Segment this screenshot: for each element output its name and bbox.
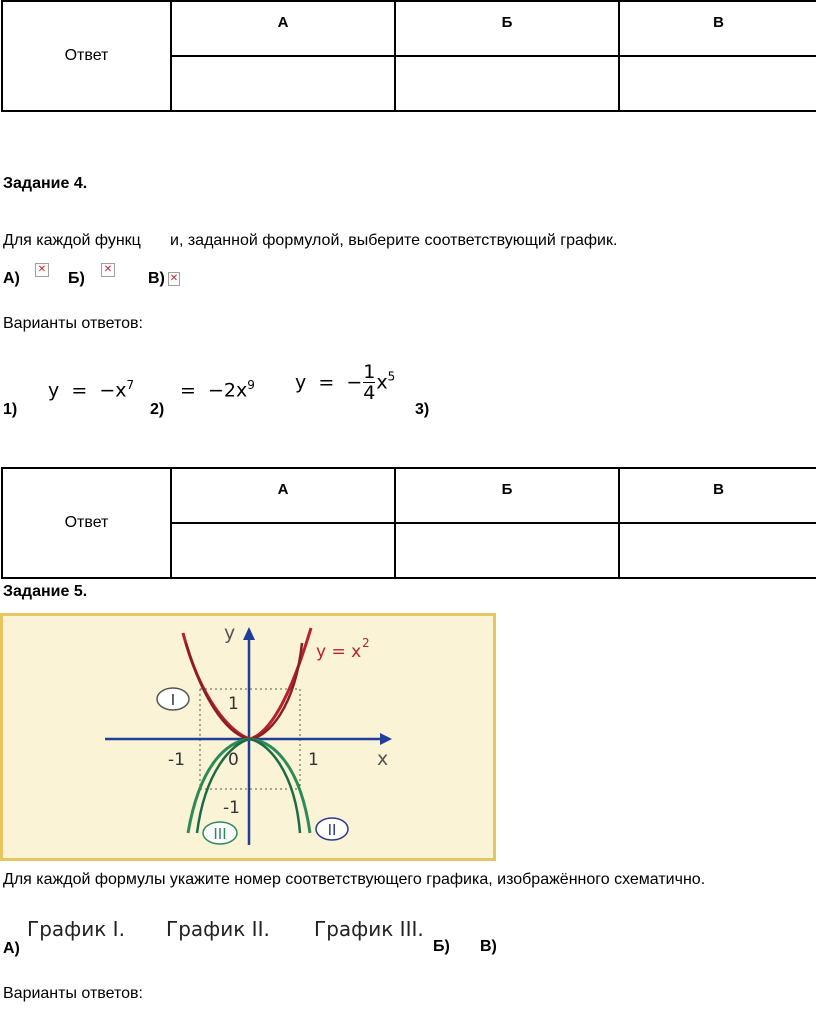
task-5-title: Задание 5. (3, 583, 88, 600)
column-header-v: В (619, 1, 816, 56)
answer-cell-a[interactable] (171, 56, 395, 111)
graph-label-3: График III. (314, 917, 424, 941)
option-2-label: 2) (150, 401, 165, 418)
broken-image-icon: ✕ (169, 273, 179, 284)
formula-2: = $-2x^9$ (180, 378, 255, 402)
column-header-a: А (171, 1, 395, 56)
task-4-instruction-part1: Для каждой функц (3, 232, 141, 249)
answer-cell-b[interactable] (395, 56, 619, 111)
task-4-title: Задание 4. (3, 175, 88, 192)
formula-1: $y = -x^7$ (48, 378, 135, 402)
origin-label: 0 (228, 750, 239, 770)
broken-image-icon: ✕ (35, 263, 49, 277)
task-5-instruction: Для каждой формулы укажите номер соответствующего графика, изображённого схематично. (3, 871, 706, 888)
option-3-label: 3) (415, 401, 430, 418)
task-5-label-a: А) (3, 940, 20, 957)
task-4-variants-title: Варианты ответов: (3, 315, 143, 332)
task-4-label-v: В) (148, 270, 165, 287)
formula-3: y = − $\frac{1}{4}$ $x^5$ (295, 361, 396, 404)
x-axis-label: x (377, 748, 389, 770)
answer-table-2 (1, 467, 816, 579)
graph-label-2: График II. (166, 917, 270, 941)
answer-cell-a[interactable] (171, 523, 395, 578)
task-4-label-a: А) (3, 270, 20, 287)
task-5-variants-title: Варианты ответов: (3, 985, 143, 1002)
broken-image-icon: ✕ (101, 263, 115, 277)
answer-label: Ответ (2, 1, 171, 111)
answer-table-1 (1, 0, 816, 112)
column-header-b: Б (395, 1, 619, 56)
answer-cell-v[interactable] (619, 523, 816, 578)
curve-label-exponent: 2 (362, 636, 370, 650)
task-5-label-v: В) (480, 938, 497, 955)
tick-label-x-1: 1 (308, 750, 319, 770)
column-header-v: В (619, 468, 816, 523)
function-graph-figure (0, 613, 496, 861)
tick-label-x-minus1: -1 (168, 750, 185, 770)
answer-label: Ответ (2, 468, 171, 578)
badge-i-label: I (170, 691, 176, 709)
task-4-label-b: Б) (68, 270, 85, 287)
tick-label-y-1: 1 (228, 694, 239, 714)
option-1-label: 1) (3, 401, 18, 418)
badge-ii-label: II (327, 821, 337, 839)
graph-svg (0, 613, 496, 861)
answer-cell-b[interactable] (395, 523, 619, 578)
answer-cell-v[interactable] (619, 56, 816, 111)
badge-iii-label: III (213, 825, 227, 843)
column-header-a: А (171, 468, 395, 523)
graph-label-1: График I. (27, 917, 125, 941)
curve-label: y = x (316, 642, 362, 662)
y-axis-label: y (224, 622, 236, 644)
task-5-label-b: Б) (433, 938, 450, 955)
column-header-b: Б (395, 468, 619, 523)
tick-label-y-minus1: -1 (223, 798, 240, 818)
task-4-instruction-part2: и, заданной формулой, выберите соответствующий график. (170, 232, 618, 249)
